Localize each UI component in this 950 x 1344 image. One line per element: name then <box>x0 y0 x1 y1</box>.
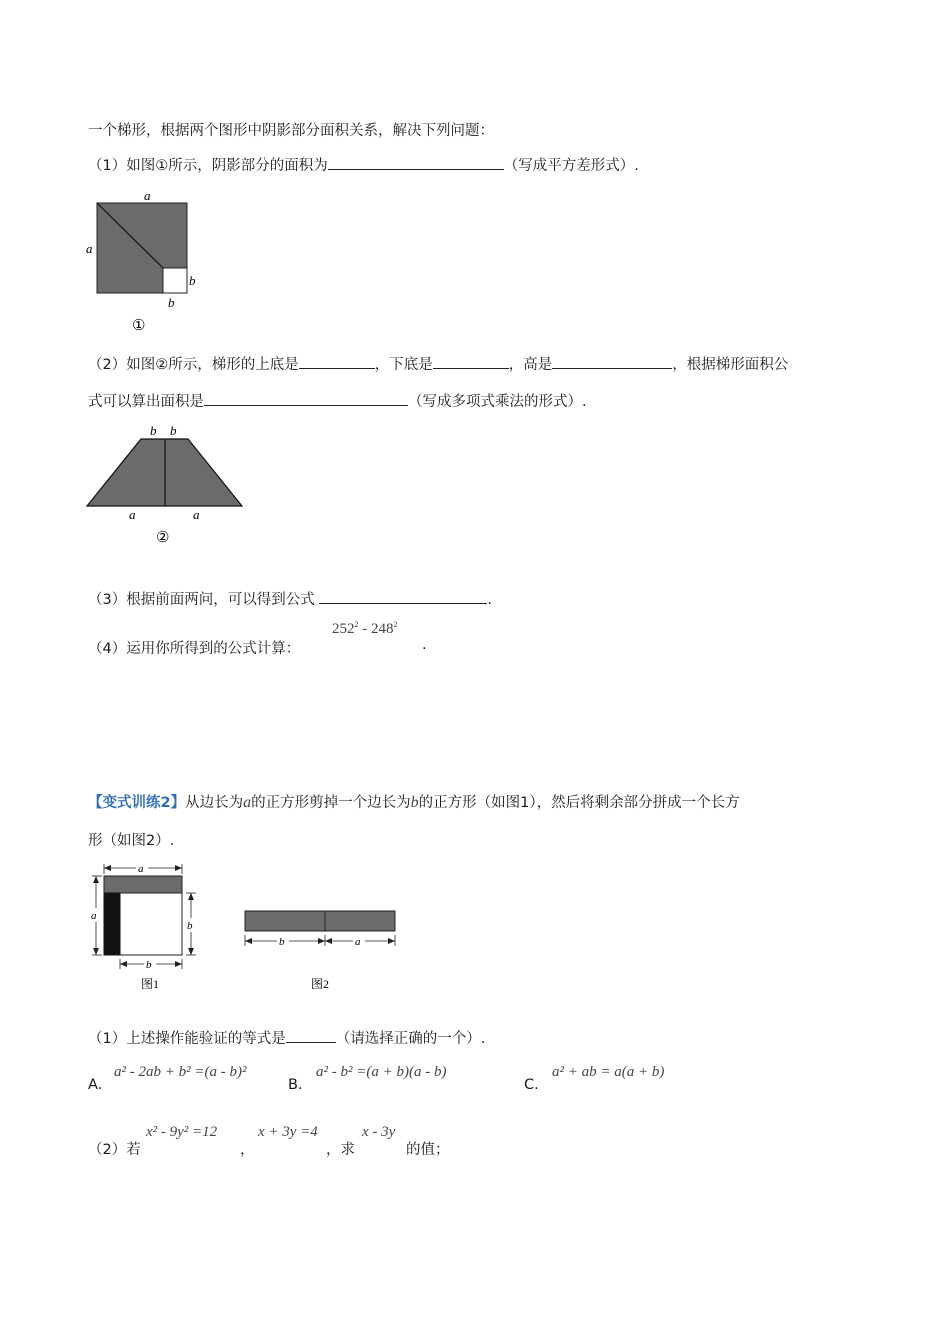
fig1-label-a-left: a <box>86 241 93 256</box>
question-2-text-a: （2）如图②所示，梯形的上底是 <box>88 357 299 373</box>
figure-1 <box>82 186 212 336</box>
intro-line: 一个梯形，根据两个图形中阴影部分面积关系，解决下列问题： <box>88 123 494 139</box>
variant-q2-comma-1: ， <box>240 1142 255 1158</box>
option-c-expression[interactable]: a² + ab = a(a + b) <box>552 1064 665 1080</box>
variant-var-b: b <box>410 794 419 811</box>
fig1-caption: ① <box>132 318 146 334</box>
figA-label-b-right: b <box>187 920 193 932</box>
fig1-label-b-right: b <box>189 273 196 288</box>
expr-base-2: 248 <box>371 621 394 637</box>
variant-q2-prefix: （2）若 <box>88 1142 141 1158</box>
figA-label-a-top: a <box>138 863 144 875</box>
variant-q2-expr-1: x² - 9y² =12 <box>146 1124 218 1140</box>
question-1-prefix: （1）如图①所示，阴影部分的面积为 <box>88 158 328 174</box>
variant-line-2: 形（如图2）. <box>88 833 175 849</box>
figB-caption: 图2 <box>311 977 330 991</box>
question-2-text-f: （写成多项式乘法的形式）. <box>408 394 587 410</box>
question-2-text-b: ，下底是 <box>374 357 433 373</box>
variant-line-1 <box>88 791 740 812</box>
figure-variant-2 <box>240 900 405 994</box>
question-2-text-e: 式可以算出面积是 <box>88 394 204 410</box>
figA-label-a-left: a <box>91 910 97 922</box>
variant-text-1: 从边长为 <box>185 795 244 811</box>
figA-caption: 图1 <box>141 977 160 991</box>
question-2-line-1 <box>88 353 788 374</box>
question-2-line-2 <box>88 390 587 411</box>
figB-label-a: a <box>355 936 361 948</box>
question-4-expression <box>332 620 398 638</box>
fig2-caption: ② <box>156 530 170 546</box>
option-b-expression[interactable]: a² - b² =(a + b)(a - b) <box>316 1064 447 1080</box>
question-2-text-c: ，高是 <box>508 357 553 373</box>
option-a-expression[interactable]: a² - 2ab + b² =(a - b)² <box>114 1064 247 1080</box>
question-1 <box>88 154 639 175</box>
option-b-letter[interactable]: B. <box>288 1077 303 1093</box>
figure-variant-1 <box>84 858 204 994</box>
variant-text-2: 的正方形剪掉一个边长为 <box>251 795 411 811</box>
figure-2 <box>82 420 252 550</box>
question-2-text-d: ，根据梯形面积公 <box>672 357 789 373</box>
fig2-label-a-1: a <box>129 507 136 522</box>
expr-base-1: 252 <box>332 621 355 637</box>
expr-exp-1: 2 <box>354 620 359 629</box>
question-3-suffix: . <box>487 592 492 608</box>
answer-blank-lower-base[interactable] <box>433 354 509 369</box>
figB-label-b: b <box>279 936 285 948</box>
variant-q2-expr-2: x + 3y =4 <box>258 1124 318 1140</box>
variant-q2-ask: ，求 <box>326 1142 355 1158</box>
variant-q1-prefix: （1）上述操作能验证的等式是 <box>88 1031 286 1047</box>
variant-q1-suffix: （请选择正确的一个）. <box>335 1031 486 1047</box>
answer-blank-formula[interactable] <box>319 589 487 604</box>
option-c-letter[interactable]: C. <box>524 1077 539 1093</box>
variant-q2-expr-3: x - 3y <box>362 1124 396 1140</box>
variant-tag: 【变式训练2】 <box>88 795 186 811</box>
fig1-label-a-top: a <box>144 188 151 203</box>
variant-text-3: 的正方形（如图1），然后将剩余部分拼成一个长方 <box>418 795 740 811</box>
figA-label-b-bottom: b <box>146 959 152 971</box>
question-3 <box>88 588 492 609</box>
expr-op: - <box>358 621 371 637</box>
question-1-suffix: （写成平方差形式）. <box>503 158 639 174</box>
answer-blank-choice[interactable] <box>286 1028 336 1043</box>
fig2-label-a-2: a <box>193 507 200 522</box>
fig2-label-b-1: b <box>150 423 157 438</box>
answer-blank-area[interactable] <box>204 391 408 406</box>
fig1-label-b-bottom: b <box>168 295 175 310</box>
question-4-prefix: （4）运用你所得到的公式计算： <box>88 641 301 657</box>
answer-blank-1[interactable] <box>328 155 504 170</box>
fig2-label-b-2: b <box>170 423 177 438</box>
variant-var-a: a <box>243 794 252 811</box>
variant-question-1 <box>88 1027 485 1048</box>
option-a-letter[interactable]: A. <box>88 1077 103 1093</box>
question-4-suffix: . <box>422 637 427 653</box>
variant-q2-suffix: 的值； <box>406 1142 450 1158</box>
answer-blank-upper-base[interactable] <box>299 354 375 369</box>
question-3-prefix: （3）根据前面两问，可以得到公式 <box>88 592 315 608</box>
expr-exp-2: 2 <box>393 620 398 629</box>
answer-blank-height[interactable] <box>552 354 672 369</box>
